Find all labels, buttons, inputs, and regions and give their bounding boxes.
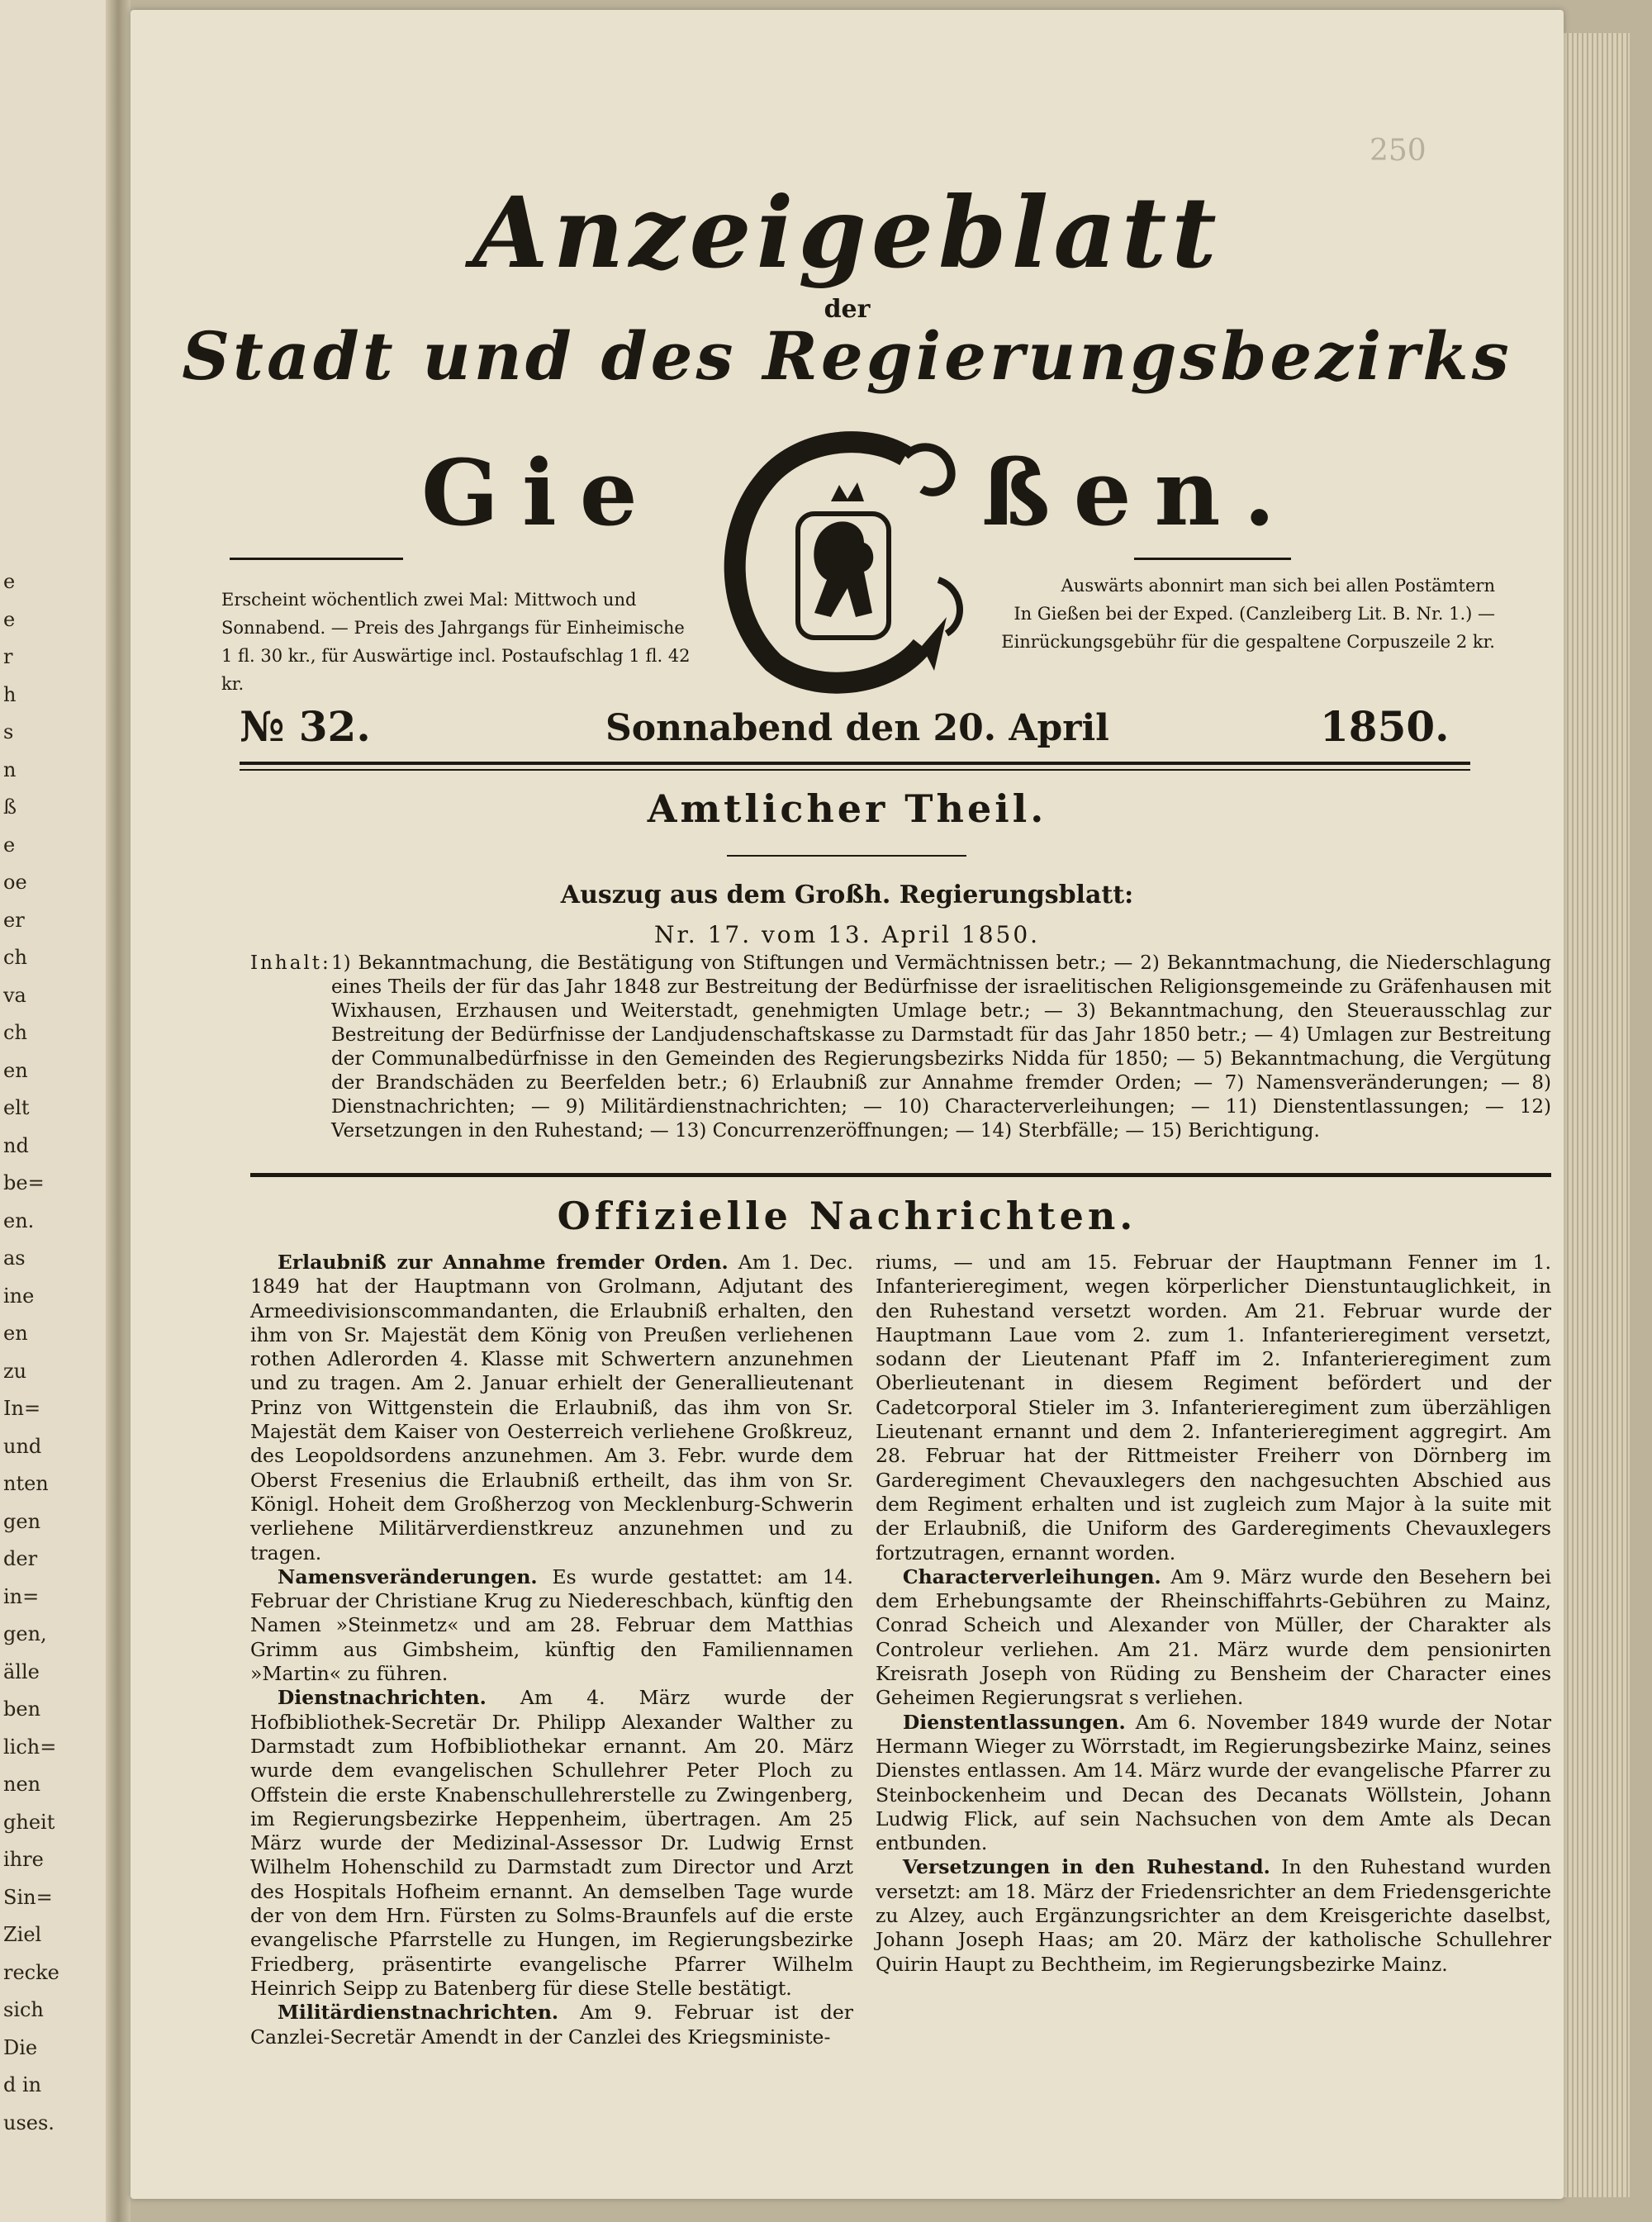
city-name-right: ßen. <box>981 439 1298 546</box>
masthead-subtitle: Stadt und des Regierungsbezirks <box>182 317 1512 395</box>
news-item <box>876 1711 1551 1856</box>
official-part-heading: Amtlicher Theil. <box>647 786 1047 831</box>
facing-page-fragment: der <box>3 1547 38 1570</box>
news-item-heading: Erlaubniß zur Annahme fremder Orden. <box>277 1251 729 1274</box>
contents-rule <box>250 1173 1551 1177</box>
info-right-line: In Gießen bei der Exped. (Canzleiberg Lit. B. Nr. 1.) — <box>1014 604 1495 624</box>
news-item <box>876 1565 1551 1711</box>
page-stack <box>1564 33 1630 2197</box>
masthead-title: Anzeigeblatt <box>472 175 1222 290</box>
facing-page-fragment: be= <box>3 1171 45 1194</box>
facing-page-fragment: ch <box>3 1021 27 1044</box>
facing-page-fragment: älle <box>3 1659 40 1683</box>
info-left-line: Erscheint wöchentlich zwei Mal: Mittwoch und <box>221 590 637 610</box>
news-item-body: Am 4. März wurde der Hofbibliothek-Secretär Dr. Philipp Alexander Walther zu Darmstadt zum Hofbibliothekar ernannt. Am 20. März wurde dem evangelischen Schullehrer Peter Ploch zu Offstein die erste Knabenschullehrerstelle zu Zwingenberg, im Regierungsbezirke Heppenheim, übertragen. Am 25 März wurde der Medizinal-Assessor Dr. Ludwig Ernst Wilhelm Hohenschild zu Darmstadt zum Director und Arzt des Hospitals Hofheim ernannt. An demselben Tage wurde der von dem Hrn. Fürsten zu Solms-Braunfels auf die erste evangelische Pfarrstelle zu Hungen, im Regierungsbezirke Friedberg, präsentirte evangelische Pfarrer Wilhelm Heinrich Seipp zu Batenberg für diese Stelle bestätigt. <box>250 1686 853 2000</box>
facing-page-fragment: s <box>3 720 14 743</box>
header-rule-thin <box>240 769 1470 771</box>
facing-page-fragment: ine <box>3 1284 35 1308</box>
news-item <box>876 1855 1551 1976</box>
subscription-info-right <box>983 572 1495 656</box>
facing-page-fragment: ben <box>3 1697 41 1721</box>
news-item-heading: Characterverleihungen. <box>902 1564 1161 1588</box>
issue-year: 1850. <box>1320 702 1450 751</box>
newspaper-page <box>131 10 1564 2199</box>
facing-page-fragment: gen <box>3 1509 41 1533</box>
news-item-body: Am 9. Februar ist der Canzlei-Secretär Amendt in der Canzlei des Kriegsministe- <box>250 2001 853 2049</box>
facing-page-fragment: d in <box>3 2073 42 2096</box>
news-item <box>250 1686 853 2001</box>
book-gutter <box>106 0 131 2222</box>
news-item-body: Am 1. Dec. 1849 hat der Hauptmann von Grolmann, Adjutant des Armeedivisionscommandanten, die Erlaubniß erhalten, den ihm von Sr. Majestät dem König von Preußen verliehenen rothen Adlerorden 4. Klasse mit Schwertern anzunehmen und zu tragen. Am 2. Januar erhielt der Generallieutenant Prinz von Wittgenstein die Erlaubniß, das ihm von Sr. Majestät dem Kaiser von Oesterreich verliehene Großkreuz, des Leopoldsordens anzunehmen. Am 3. Febr. wurde dem Oberst Fresenius die Erlaubniß ertheilt, das ihm von Sr. Königl. Hoheit dem Großherzog von Mecklenburg-Schwerin verliehene Militärverdienstkreuz anzunehmen und zu tragen. <box>250 1251 853 1564</box>
facing-page-fragment: en <box>3 1322 28 1345</box>
contents-text: 1) Bekanntmachung, die Bestätigung von Stiftungen und Vermächtnissen betr.; — 2) Bekanntmachung, die Niederschlagung eines Theils der für das Jahr 1848 zur Bestreitung der Bedürfnisse der israelitischen Religionsgemeinde zu Gräfenhausen mit Wixhausen, Erzhausen und Weiterstadt, genehmigten Umlage betr.; — 3) Bekanntmachung, den Steuerausschlag zur Bestreitung der Bedürfnisse der Landjudenschaftskasse zu Darmstadt für das Jahr 1850 betr.; — 4) Umlagen zur Bestreitung der Communalbedürfnisse in den Gemeinden des Regierungsbezirks Nidda für 1850; — 5) Bekanntmachung, die Vergütung der Brandschäden zu Beerfelden betr.; 6) Erlaubniß zur Annahme fremder Orden; — 7) Namensveränderungen; — 8) Dienstnachrichten; — 9) Militärdienstnachrichten; — 10) Characterverleihungen; — 11) Dienstentlassungen; — 12) Versetzungen in den Ruhestand; — 13) Concurrenzeröffnungen; — 14) Sterbfälle; — 15) Berichtigung. <box>331 952 1551 1142</box>
facing-page-fragment: recke <box>3 1960 59 1984</box>
info-right-line: Einrückungsgebühr für die gespaltene Corpuszeile 2 kr. <box>1001 632 1495 652</box>
facing-page-fragment: Ziel <box>3 1923 42 1946</box>
info-right-line: Auswärts abonnirt man sich bei allen Postämtern <box>1061 576 1495 596</box>
masthead-rule-right <box>1134 558 1291 560</box>
news-item <box>876 1251 1551 1565</box>
header-rule-thick <box>240 762 1470 765</box>
facing-page-fragment: ch <box>3 946 27 969</box>
news-item <box>250 2001 853 2049</box>
facing-page-fragment: nd <box>3 1133 29 1157</box>
issue-number: № 32. <box>240 702 371 751</box>
news-item-body: Am 6. November 1849 wurde der Notar Hermann Wieger zu Wörrstadt, im Regierungsbezirke Mainz, seines Dienstes entlassen. Am 14. März wurde der evangelische Pfarrer zu Steinbockenheim und Decan des Decanats Wöllstein, Johann Ludwig Flick, auf sein Nachsuchen von dem Amte als Decan entbunden. <box>876 1710 1551 1855</box>
news-item-heading: Dienstentlassungen. <box>902 1710 1126 1734</box>
facing-page-fragment: und <box>3 1434 42 1458</box>
facing-page-fragment: Die <box>3 2035 38 2059</box>
facing-page-fragment: en <box>3 1058 28 1082</box>
facing-page-fragment: e <box>3 570 16 593</box>
news-item-body: Es wurde gestattet: am 14. Februar der Christiane Krug zu Niedereschbach, künftig den Namen »Steinmetz« und am 28. Februar dem Matthias Grimm aus Gimbsheim, künftig den Familiennamen »Martin« zu führen. <box>250 1564 853 1686</box>
facing-page-fragment: In= <box>3 1397 41 1420</box>
facing-page-fragment: gen, <box>3 1622 47 1645</box>
news-column-left <box>250 1251 853 2049</box>
facing-page-fragment: in= <box>3 1584 40 1608</box>
facing-page-fragment: elt <box>3 1096 30 1119</box>
facing-page-fragment: nen <box>3 1773 41 1796</box>
facing-page-fragment: zu <box>3 1359 27 1383</box>
facing-page-fragment: e <box>3 833 16 857</box>
facing-page-fragment: ihre <box>3 1848 44 1871</box>
gazette-issue-line: Nr. 17. vom 13. April 1850. <box>653 921 1041 948</box>
masthead-rule-left <box>230 558 403 560</box>
news-item-heading: Militärdienstnachrichten. <box>277 2001 559 2025</box>
facing-page-fragment: oe <box>3 871 27 894</box>
facing-page-fragment: gheit <box>3 1810 55 1834</box>
news-item-body: riums, — und am 15. Februar der Hauptmann Fenner im 1. Infanterieregiment, wegen körperlicher Dienstuntauglichkeit, in den Ruhestand versetzt worden. Am 21. Februar wurde der Hauptmann Laue vom 2. zum 1. Infanterieregiment versetzt, sodann der Lieutenant Pfaff im 2. Infanterieregiment zum Oberlieutenant in diesem Regiment befördert und der Cadetcorporal Stieler im 3. Infanterieregiment zum überzähligen Lieutenant ernannt und dem 2. Infanterieregiment aggregirt. Am 28. Februar hat der Rittmeister Freiherr von Dörnberg im Garderegiment Chevauxlegers den nachgesuchten Abschied aus dem Regiment erhalten und ist zugleich zum Major à la suite mit der Erlaubniß, die Uniform des Garderegiments Chevauxlegers fortzutragen, ernannt worden. <box>876 1251 1551 1564</box>
masthead-der: der <box>824 295 871 324</box>
facing-page-fragment: va <box>3 983 26 1007</box>
facing-page-fragment: as <box>3 1246 26 1270</box>
contents-label: Inhalt: <box>250 952 331 974</box>
facing-page-fragment: en. <box>3 1208 35 1232</box>
news-item-heading: Versetzungen in den Ruhestand. <box>902 1855 1270 1879</box>
excerpt-title: Auszug aus dem Großh. Regierungsblatt: <box>560 881 1134 909</box>
news-item <box>250 1251 853 1565</box>
section-divider <box>727 855 966 857</box>
facing-page-fragment: r <box>3 645 13 668</box>
facing-page-fragment: n <box>3 757 17 781</box>
news-item-heading: Dienstnachrichten. <box>277 1686 487 1710</box>
page-number: 250 <box>1370 134 1427 168</box>
facing-page-fragment: nten <box>3 1472 49 1495</box>
hessian-lion-crest-icon <box>699 423 980 696</box>
news-item-heading: Namensveränderungen. <box>277 1564 538 1588</box>
facing-page-fragment: e <box>3 607 16 631</box>
issue-date: Sonnabend den 20. April <box>605 707 1109 749</box>
news-item-body: Am 9. März wurde den Besehern bei dem Erhebungsamte der Rheinschiffahrts-Gebühren zu Mainz, Conrad Scheich und Alexander von Müller, der Charakter als Controleur verliehen. Am 21. März wurde dem pensionirten Kreisrath Joseph von Rüding zu Bensheim der Character eines Geheimen Regierungsrat s verliehen. <box>876 1564 1551 1710</box>
news-column-right <box>876 1251 1551 1977</box>
facing-page-fragment: lich= <box>3 1735 57 1759</box>
facing-page-fragment: ß <box>3 795 17 819</box>
facing-page-fragment: sich <box>3 1998 44 2021</box>
city-name-left: Gie <box>421 439 661 546</box>
news-heading: Offizielle Nachrichten. <box>557 1194 1137 1238</box>
facing-page-fragment: er <box>3 908 25 932</box>
info-left-line: 1 fl. 30 kr., für Auswärtige incl. Postaufschlag 1 fl. 42 kr. <box>221 646 691 694</box>
subscription-info-left <box>221 586 700 698</box>
info-left-line: Sonnabend. — Preis des Jahrgangs für Einheimische <box>221 618 685 638</box>
facing-page-edge <box>0 0 106 2222</box>
facing-page-fragment: h <box>3 682 17 706</box>
facing-page-fragment: uses. <box>3 2110 55 2134</box>
facing-page-fragment: Sin= <box>3 1885 53 1909</box>
news-item <box>250 1565 853 1686</box>
news-item-body: In den Ruhestand wurden versetzt: am 18. März der Friedensrichter an dem Friedensgerichte zu Alzey, auch Ergänzungsrichter an dem Kreisgerichte daselbst, Johann Joseph Haas; am 20. März der katholische Schullehrer Quirin Haupt zu Bechtheim, im Regierungsbezirke Mainz. <box>876 1855 1551 1976</box>
